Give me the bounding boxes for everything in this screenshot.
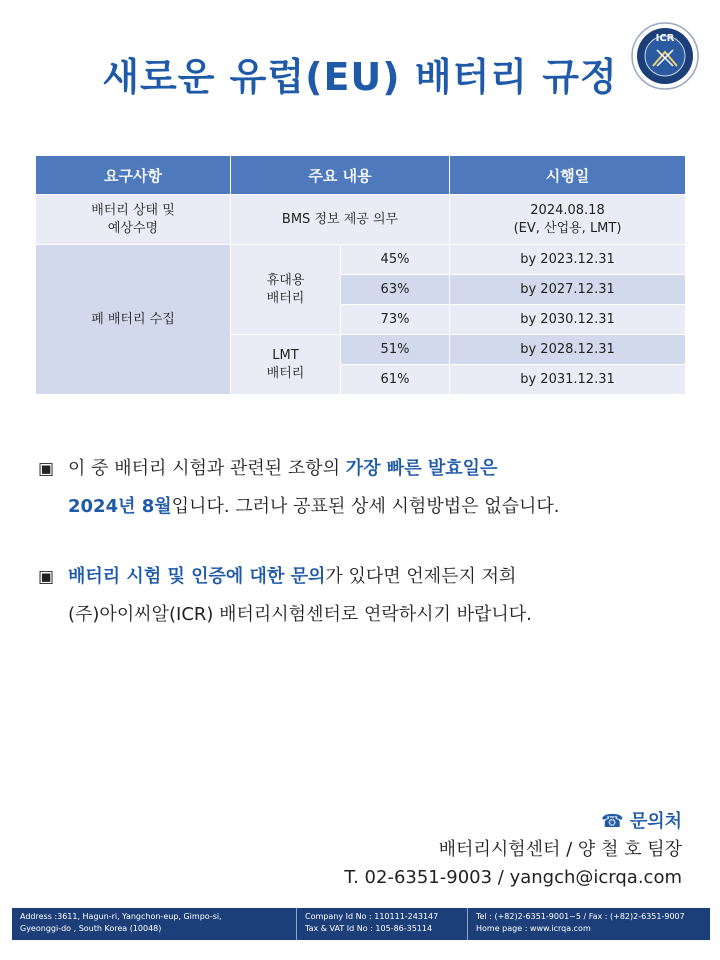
icr-logo	[631, 22, 699, 90]
date-cell: by 2030.12.31	[450, 305, 686, 335]
header-date: 시행일	[450, 156, 686, 195]
note-highlight: 가장 빠른 발효일은	[345, 458, 498, 479]
battery-type-line: LMT	[272, 347, 299, 363]
note-text: 이 중 배터리 시험과 관련된 조항의	[68, 458, 346, 479]
note-text: (주)아이씨알(ICR) 배터리시험센터로 연락하시기 바랍니다.	[68, 604, 532, 625]
battery-type-line: 휴대용	[266, 272, 305, 288]
percent-cell: 63%	[341, 275, 450, 305]
requirement-line: 배터리 상태 및	[91, 202, 175, 218]
note-highlight: 2024년 8월	[68, 496, 172, 517]
percent-cell: 51%	[341, 335, 450, 365]
footer-line: Tel : (+82)2-6351-9001~5 / Fax : (+82)2-6351-9007	[476, 912, 685, 921]
date-line: 2024.08.18	[530, 202, 605, 218]
table-row	[36, 245, 686, 275]
contact-person: 배터리시험센터 / 양 철 호 팀장	[438, 839, 682, 860]
lmt-battery-cell	[231, 335, 341, 395]
requirement-cell	[36, 195, 231, 245]
contact-title-text: 문의처	[629, 811, 682, 832]
note-highlight: 배터리 시험 및 인증에 대한 문의	[68, 566, 326, 587]
page-title: 새로운 유럽(EU) 배터리 규정	[102, 55, 618, 99]
percent-cell: 45%	[341, 245, 450, 275]
collection-cell: 폐 배터리 수집	[36, 245, 231, 395]
header-requirement: 요구사항	[36, 156, 231, 195]
footer-line: Tax & VAT Id No : 105-86-35114	[305, 924, 433, 933]
date-cell: by 2027.12.31	[450, 275, 686, 305]
note-inquiry	[38, 558, 688, 634]
requirement-line: 예상수명	[107, 220, 159, 236]
date-cell: by 2028.12.31	[450, 335, 686, 365]
date-cell	[450, 195, 686, 245]
footer-bar	[12, 908, 710, 940]
battery-type-line: 배터리	[266, 365, 305, 381]
note-text: 입니다. 그러나 공표된 상세 시험방법은 없습니다.	[171, 496, 560, 517]
note-earliest-date	[38, 450, 688, 526]
percent-cell: 61%	[341, 365, 450, 395]
phone-icon: ☎	[601, 811, 624, 832]
footer-address	[12, 908, 297, 940]
date-cell: by 2023.12.31	[450, 245, 686, 275]
header-content: 주요 내용	[231, 156, 450, 195]
contact-title	[344, 808, 682, 836]
portable-battery-cell	[231, 245, 341, 335]
date-cell: by 2031.12.31	[450, 365, 686, 395]
footer-contact	[468, 908, 693, 940]
percent-cell: 73%	[341, 305, 450, 335]
footer-line: Address :3611, Hagun-ri, Yangchon-eup, Gimpo-si,	[20, 912, 222, 921]
contact-phone-email[interactable]: T. 02-6351-9003 / yangch@icrqa.com	[344, 867, 682, 888]
footer-homepage[interactable]: Home page : www.icrqa.com	[476, 924, 591, 933]
logo-text: ICR	[655, 33, 675, 44]
battery-regulation-table	[35, 155, 686, 395]
footer-line: Company Id No : 110111-243147	[305, 912, 439, 921]
square-bullet-icon: ▣	[38, 567, 55, 587]
notes-section	[38, 450, 688, 634]
table-header-row	[36, 156, 686, 195]
footer-company	[297, 908, 468, 940]
note-text: 가 있다면 언제든지 저희	[325, 566, 517, 587]
content-cell: BMS 정보 제공 의무	[231, 195, 450, 245]
square-bullet-icon: ▣	[38, 459, 55, 479]
date-line: (EV, 산업용, LMT)	[513, 220, 622, 236]
table-row	[36, 195, 686, 245]
battery-type-line: 배터리	[266, 290, 305, 306]
footer-line: Gyeonggi-do , South Korea (10048)	[20, 924, 162, 933]
contact-block	[344, 808, 682, 892]
icr-emblem-icon	[631, 22, 699, 90]
